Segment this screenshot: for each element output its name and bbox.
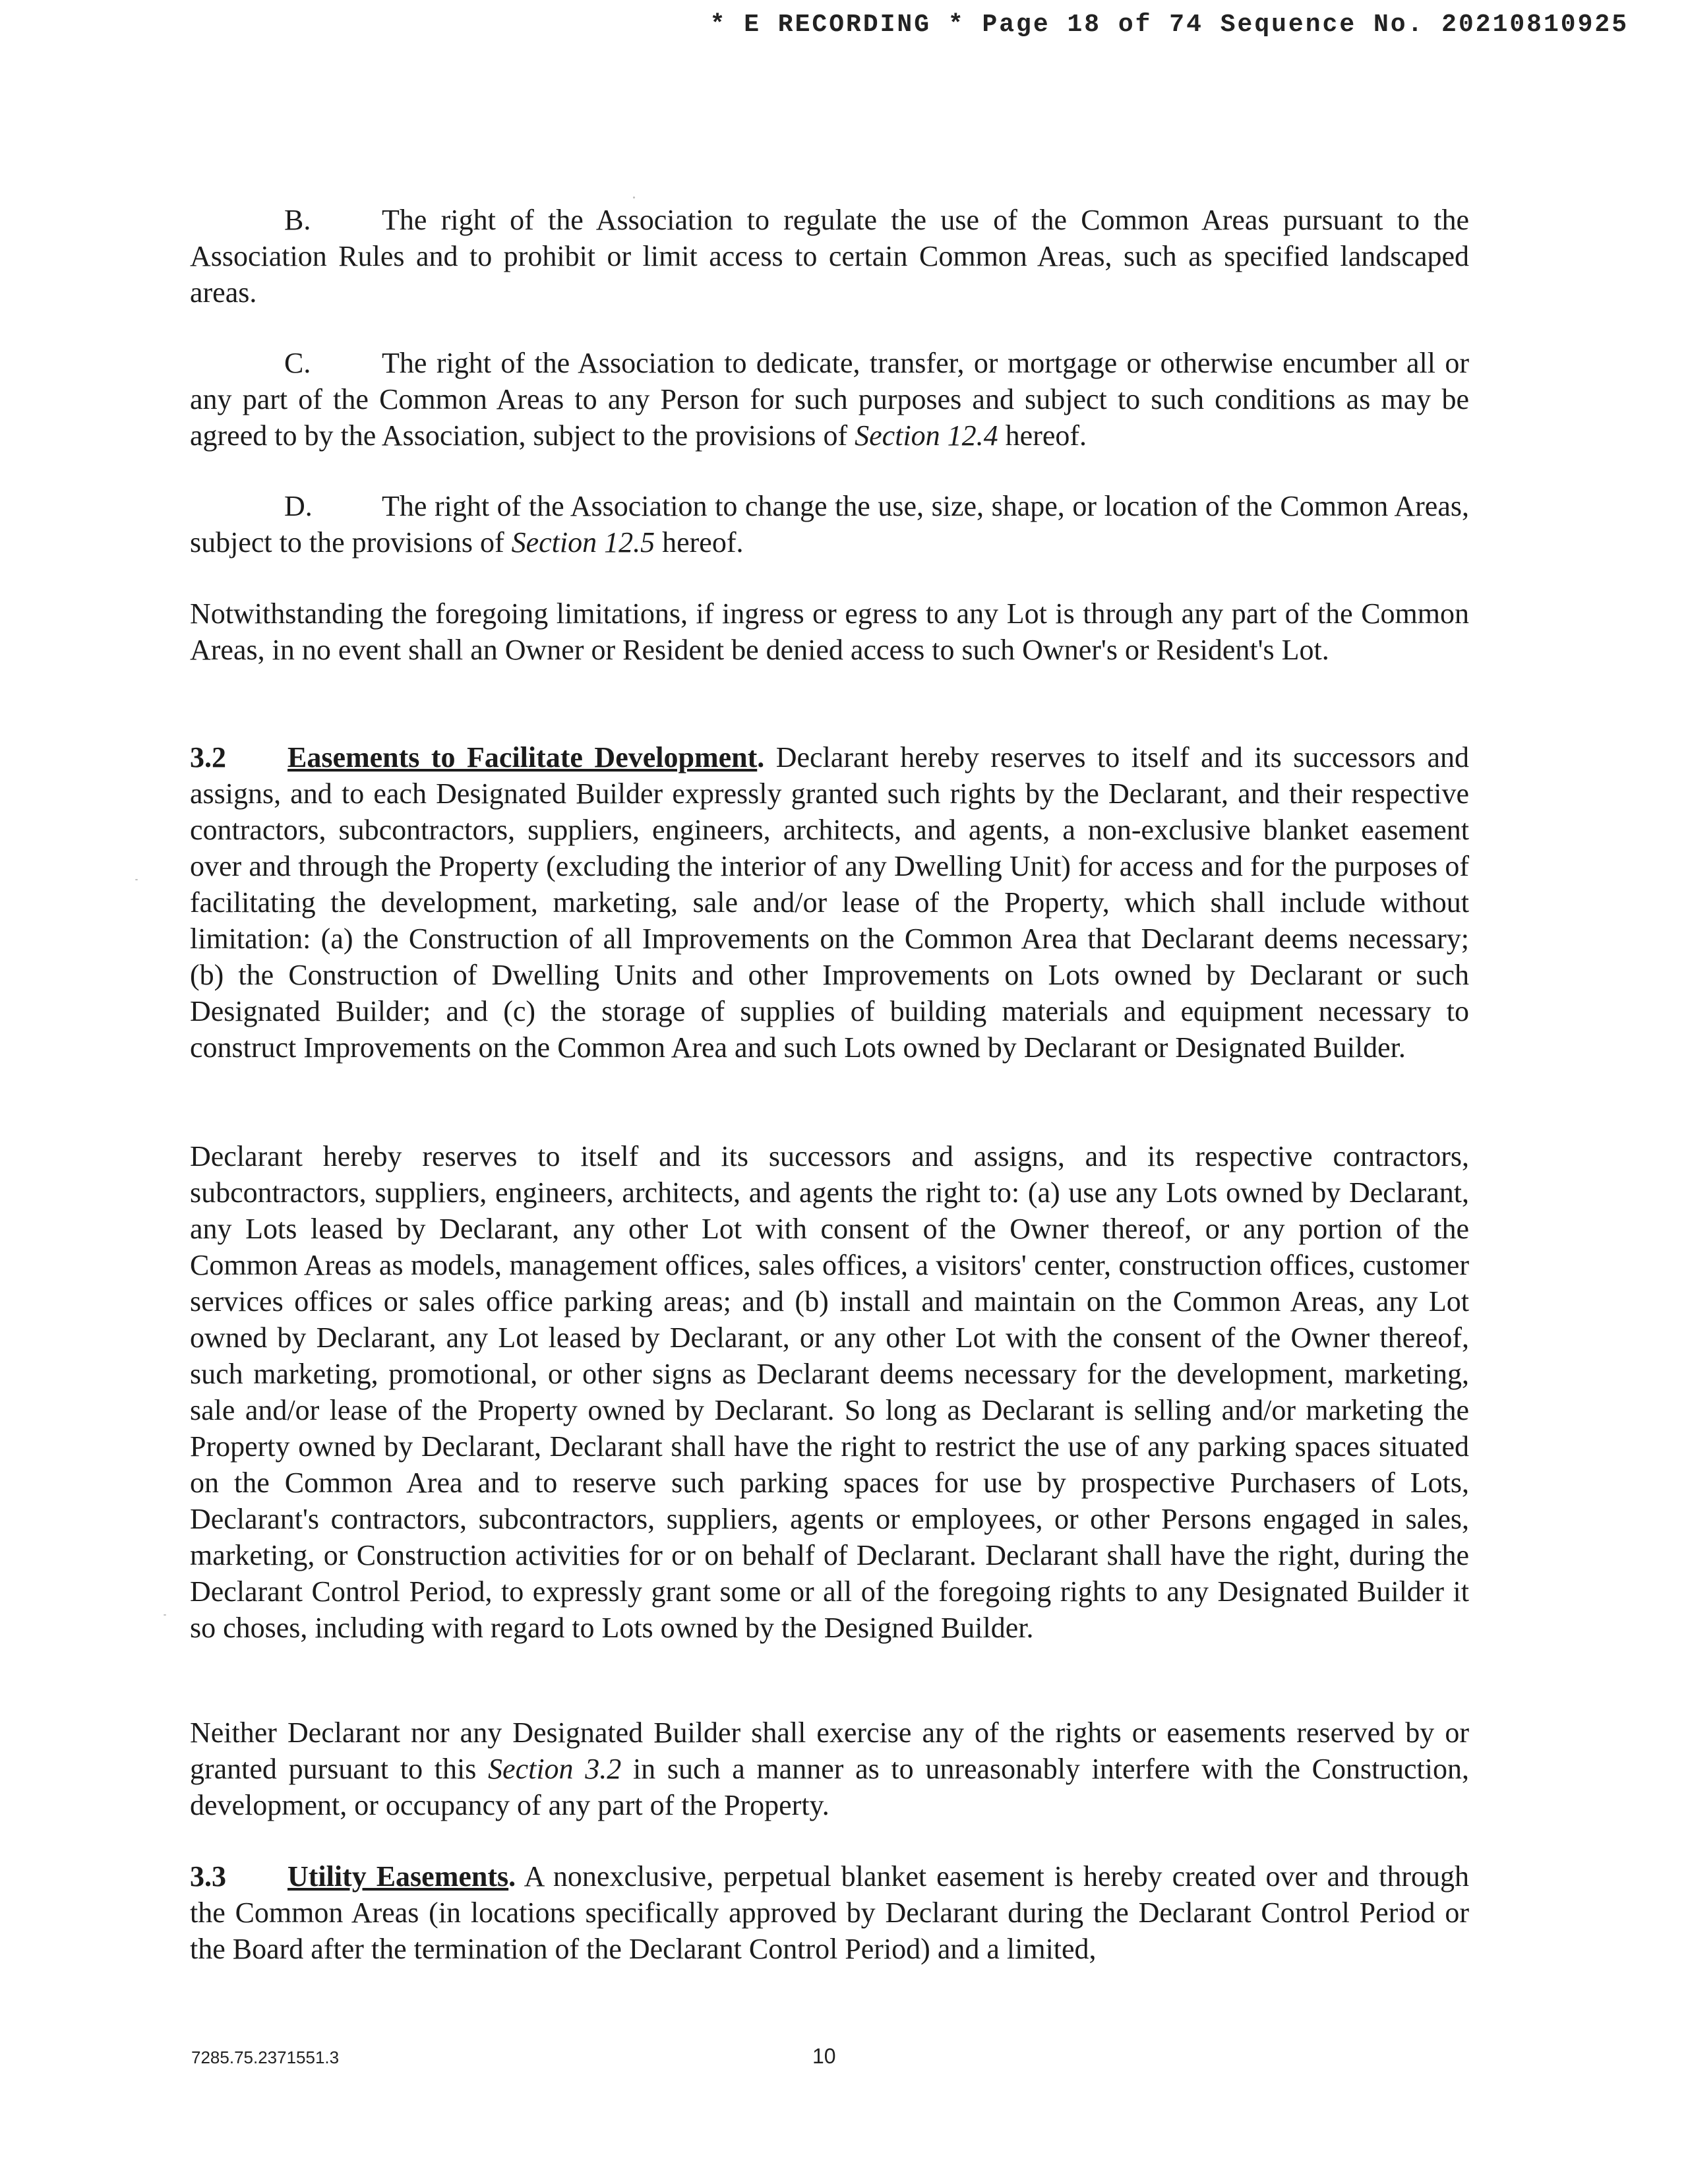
paragraph-neither (190, 1714, 1469, 1823)
paragraph-text: The right of the Association to regulate the use of the Common Areas pursuant to the Association Rules and to prohibit or limit access to certain Common Areas, such as specified landscaped areas. (190, 204, 1469, 309)
section-reference: Section 12.5 (511, 526, 655, 559)
paragraph-text: The right of the Association to dedicate, transfer, or mortgage or otherwise encumber all or any part of the Common Areas to any Person for such purposes and subject to such conditions as may be agreed to by the Association, subject to the provisions of (190, 347, 1469, 452)
paragraph-text: Neither Declarant nor any Designated Builder shall exercise any of the rights or easements reserved by or granted pursuant to this (190, 1716, 1469, 1785)
page-number: 10 (812, 2044, 836, 2068)
paragraph-c (190, 345, 1469, 454)
section-title: Easements to Facilitate Development (287, 741, 758, 774)
paragraph-text: Declarant hereby reserves to itself and its successors and assigns, and to each Designated Builder expressly granted such rights by the Declarant, and their respective contractors, subcontractors, suppliers, engineers, architects, and agents, a non-exclusive blanket easement over and through the Property (excluding the interior of any Dwelling Unit) for access and for the purposes of facilitating the development, marketing, sale and/or lease of the Property, which shall include without limitation: (a) the Construction of all Improvements on the Common Area that Declarant deems necessary; (b) the Construction of Dwelling Units and other Improvements on Lots owned by Declarant or such Designated Builder; and (c) the storage of supplies of building materials and equipment necessary to construct Improvements on the Common Area and such Lots owned by Declarant or Designated Builder. (190, 741, 1469, 1064)
section-number: 3.2 (190, 741, 226, 774)
section-reference: Section 3.2 (488, 1753, 622, 1785)
section-3-2 (190, 739, 1469, 1066)
paragraph-text: Declarant hereby reserves to itself and its successors and assigns, and its respective contractors, subcontractors, suppliers, engineers, architects, and agents the right to: (a) use any Lots owned by Declarant, any Lots leased by Declarant, any other Lot with consent of the Owner thereof, or any portion of the Common Areas as models, management offices, sales offices, a visitors' center, construction offices, customer services offices or sales office parking areas; and (b) install and maintain on the Common Areas, any Lot owned by Declarant, any Lot leased by Declarant, or any other Lot with the consent of the Owner thereof, such marketing, promotional, or other signs as Declarant deems necessary for the development, marketing, sale and/or lease of the Property owned by Declarant. So long as Declarant is selling and/or marketing the Property owned by Declarant, Declarant shall have the right to restrict the use of any parking spaces situated on the Common Area and to reserve such parking spaces for use by prospective Purchasers of Lots, Declarant's contractors, subcontractors, suppliers, agents or employees, or other Persons engaged in sales, marketing, or Construction activities for or on behalf of Declarant. Declarant shall have the right, during the Declarant Control Period, to expressly grant some or all of the foregoing rights to any Designated Builder it so choses, including with regard to Lots owned by the Designed Builder. (190, 1140, 1469, 1644)
paragraph-d (190, 488, 1469, 561)
paragraph-text: Notwithstanding the foregoing limitations, if ingress or egress to any Lot is through any part of the Common Areas, in no event shall an Owner or Resident be denied access to such Owner's or Resident's Lot. (190, 597, 1469, 666)
paragraph-letter: C. (284, 347, 311, 379)
section-reference: Section 12.4 (855, 419, 998, 452)
paragraph-notwithstanding (190, 595, 1469, 668)
paragraph-text: The right of the Association to change the use, size, shape, or location of the Common Areas, subject to the provisions of (190, 490, 1469, 559)
paragraph-text: hereof. (998, 419, 1087, 452)
paragraph-b (190, 202, 1469, 311)
section-3-3 (190, 1858, 1469, 1967)
section-title: Utility Easements (287, 1860, 509, 1893)
document-id: 7285.75.2371551.3 (191, 2048, 340, 2067)
paragraph-letter: D. (284, 490, 313, 522)
scan-speck (633, 197, 635, 198)
scan-speck (164, 1614, 166, 1616)
paragraph-text: A nonexclusive, perpetual blanket easement is hereby created over and through the Common Areas (in locations specifically approved by Declarant during the Declarant Control Period or the Board after the termination of the Declarant Control Period) and a limited, (190, 1860, 1470, 1965)
paragraph-declarant-reserves (190, 1138, 1469, 1646)
paragraph-letter: B. (284, 204, 311, 236)
paragraph-text: in such a manner as to unreasonably interfere with the Construction, development, or occupancy of any part of the Property. (190, 1753, 1469, 1821)
section-number: 3.3 (190, 1860, 226, 1893)
section-title-period: . (757, 741, 765, 774)
section-title-period: . (508, 1860, 516, 1893)
recording-header: * E RECORDING * Page 18 of 74 Sequence No. 20210810925 (709, 11, 1629, 39)
paragraph-text: hereof. (655, 526, 744, 559)
scan-speck (135, 879, 138, 880)
